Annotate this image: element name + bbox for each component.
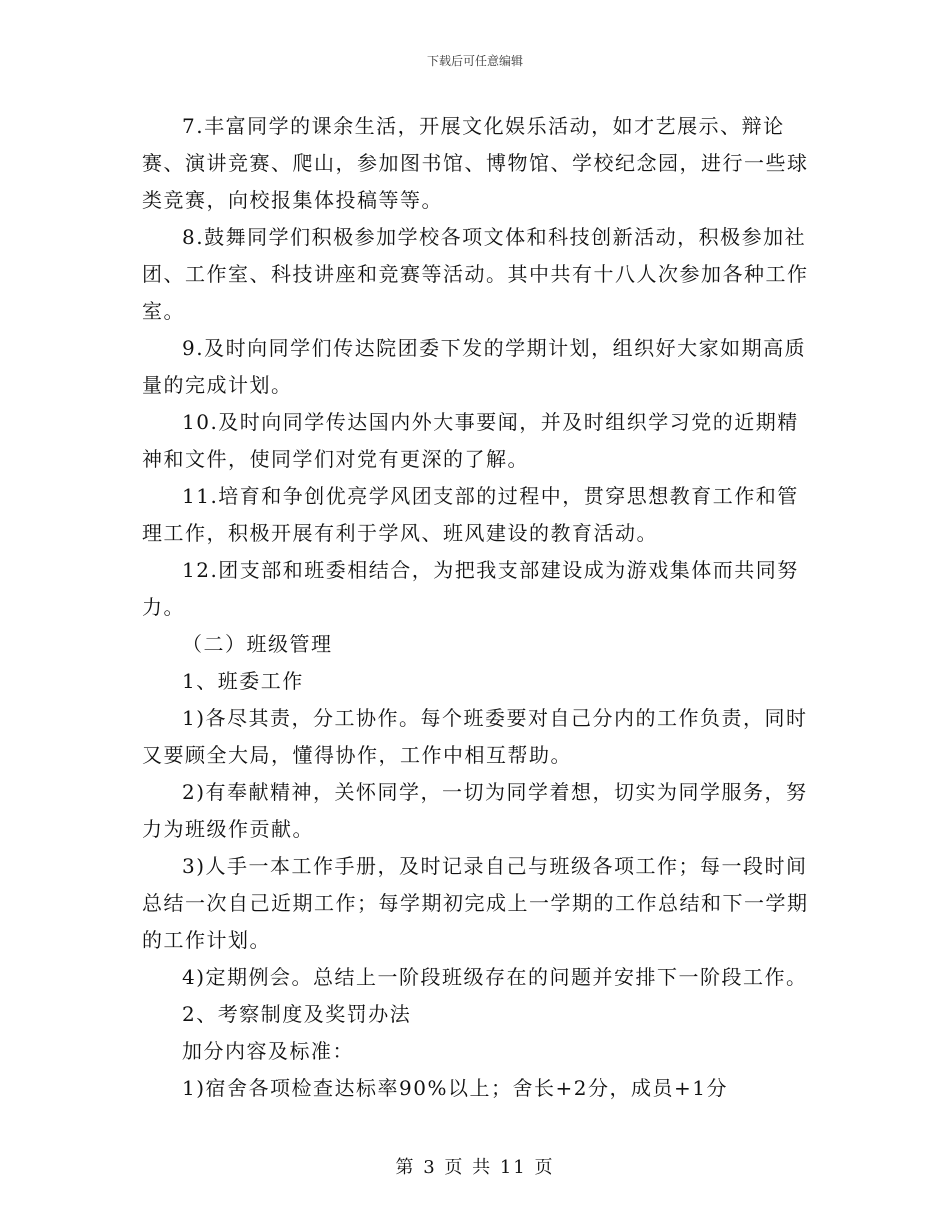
paragraph-item-7: 7.丰富同学的课余生活，开展文化娱乐活动，如才艺展示、辩论赛、演讲竞赛、爬山，参加图书馆、博物馆、学校纪念园，进行一些球类竞赛，向校报集体投稿等等。 [142,114,809,212]
paragraph-item-12: 12.团支部和班委相结合，为把我支部建设成为游戏集体而共同努力。 [142,558,799,619]
section-heading-class-management: （二）班级管理 [182,632,333,656]
document-body [142,108,814,1107]
paragraph-committee-3: 3)人手一本工作手册，及时记录自己与班级各项工作；每一段时间总结一次自己近期工作；每学期初完成上一学期的工作总结和下一学期的工作计划。 [142,854,809,952]
paragraph-committee-1: 1)各尽其责，分工协作。每个班委要对自己分内的工作负责，同时又要顾全大局，懂得协作，工作中相互帮助。 [142,706,808,767]
paragraph-bonus-criteria-label: 加分内容及标准： [182,1039,354,1063]
paragraph-item-11: 11.培育和争创优亮学风团支部的过程中，贯穿思想教育工作和管理工作，积极开展有利于学风、班风建设的教育活动。 [142,484,799,545]
subheading-class-committee-work: 1、班委工作 [182,669,304,693]
page-footer: 第 3 页 共 11 页 [395,1157,555,1178]
paragraph-committee-2: 2)有奉献精神，关怀同学，一切为同学着想，切实为同学服务，努力为班级作贡献。 [142,780,808,841]
paragraph-item-10: 10.及时向同学传达国内外大事要闻，并及时组织学习党的近期精神和文件，使同学们对党有更深的了解。 [142,410,799,471]
paragraph-item-8: 8.鼓舞同学们积极参加学校各项文体和科技创新活动，积极参加社团、工作室、科技讲座和竞赛等活动。其中共有十八人次参加各种工作室。 [142,225,809,323]
page-header: 下载后可任意编辑 [426,54,523,68]
paragraph-item-9: 9.及时向同学们传达院团委下发的学期计划，组织好大家如期高质量的完成计划。 [142,336,807,397]
paragraph-bonus-item-1: 1)宿舍各项检查达标率90%以上；舍长+2分，成员+1分 [182,1076,728,1100]
paragraph-committee-4: 4)定期例会。总结上一阶段班级存在的问题并安排下一阶段工作。 [182,965,808,989]
subheading-assessment-rules: 2、考察制度及奖罚办法 [182,1002,412,1026]
